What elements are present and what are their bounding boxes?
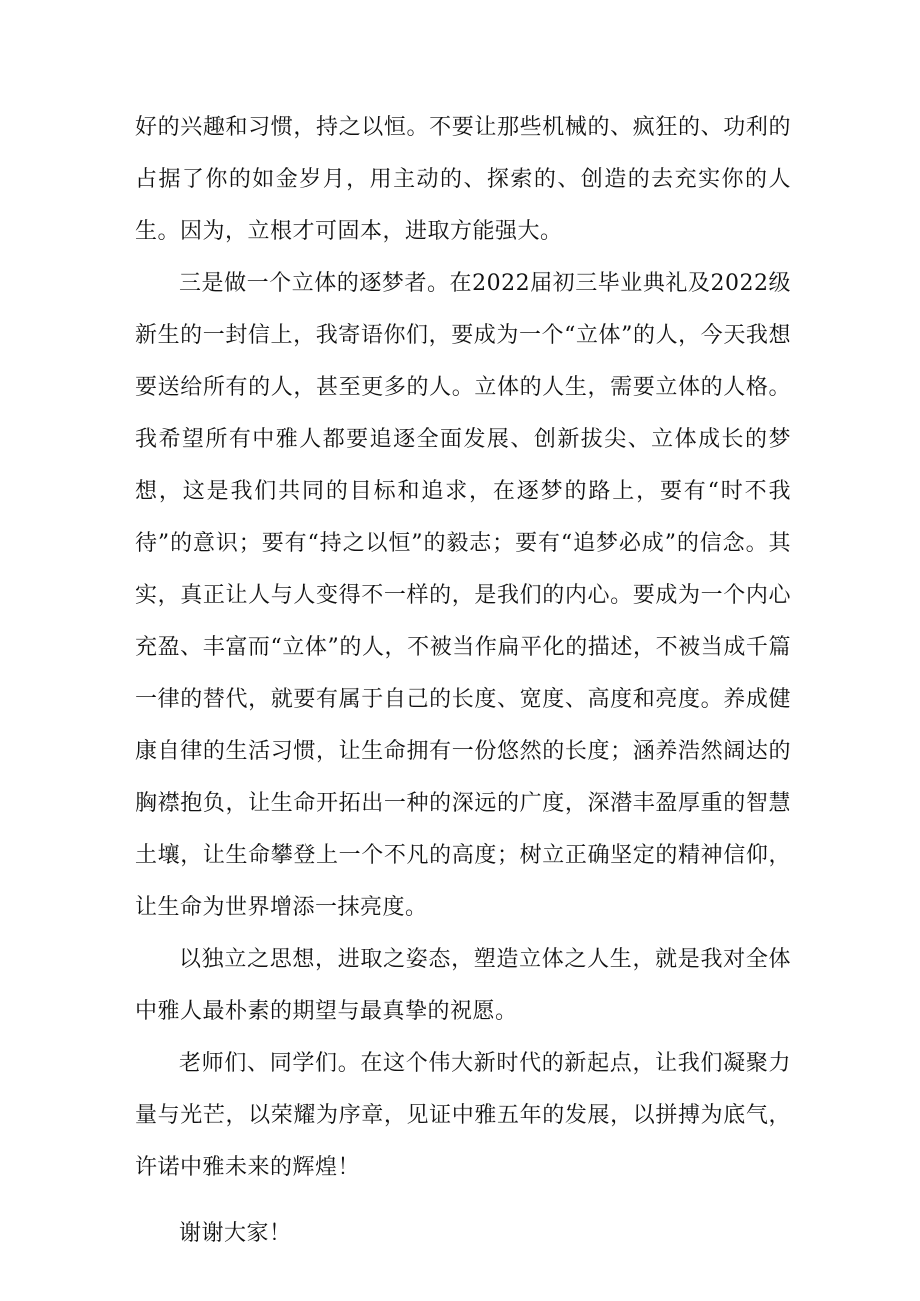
paragraph-three-dimensional-dreamer: 三是做一个立体的逐梦者。在2022届初三毕业典礼及2022级新生的一封信上，我寄语你们，要成为一个“立体”的人，今天我想要送给所有的人，甚至更多的人。立体的人生，需要立体的人格。我希望所有中雅人都要追逐全面发展、创新拔尖、立体成长的梦想，这是我们共同的目标和追求，在逐梦的路上，要有“时不我待”的意识；要有“持之以恒”的毅志；要有“追梦必成”的信念。其实，真正让人与人变得不一样的，是我们的内心。要成为一个内心充盈、丰富而“立体”的人，不被当作扁平化的描述，不被当成千篇一律的替代，就要有属于自己的长度、宽度、高度和亮度。养成健康自律的生活习惯，让生命拥有一份悠然的长度；涵养浩然阔达的胸襟抱负，让生命开拓出一种的深远的广度，深潜丰盈厚重的智慧土壤，让生命攀登上一个不凡的高度；树立正确坚定的精神信仰，让生命为世界增添一抹亮度。 xyxy=(135,271,791,920)
paragraph-continuation: 好的兴趣和习惯，持之以恒。不要让那些机械的、疯狂的、功利的占据了你的如金岁月，用主动的、探索的、创造的去充实你的人生。因为，立根才可固本，进取方能强大。 xyxy=(135,115,791,244)
document-page xyxy=(135,102,791,1260)
paragraph-call-to-action: 老师们、同学们。在这个伟大新时代的新起点，让我们凝聚力量与光芒，以荣耀为序章，见证中雅五年的发展，以拼搏为底气，许诺中雅未来的辉煌！ xyxy=(135,1051,791,1180)
paragraph-thanks: 谢谢大家！ xyxy=(179,1221,292,1246)
paragraph-wishes: 以独立之思想，进取之姿态，塑造立体之人生，就是我对全体中雅人最朴素的期望与最真挚的祝愿。 xyxy=(135,947,791,1024)
